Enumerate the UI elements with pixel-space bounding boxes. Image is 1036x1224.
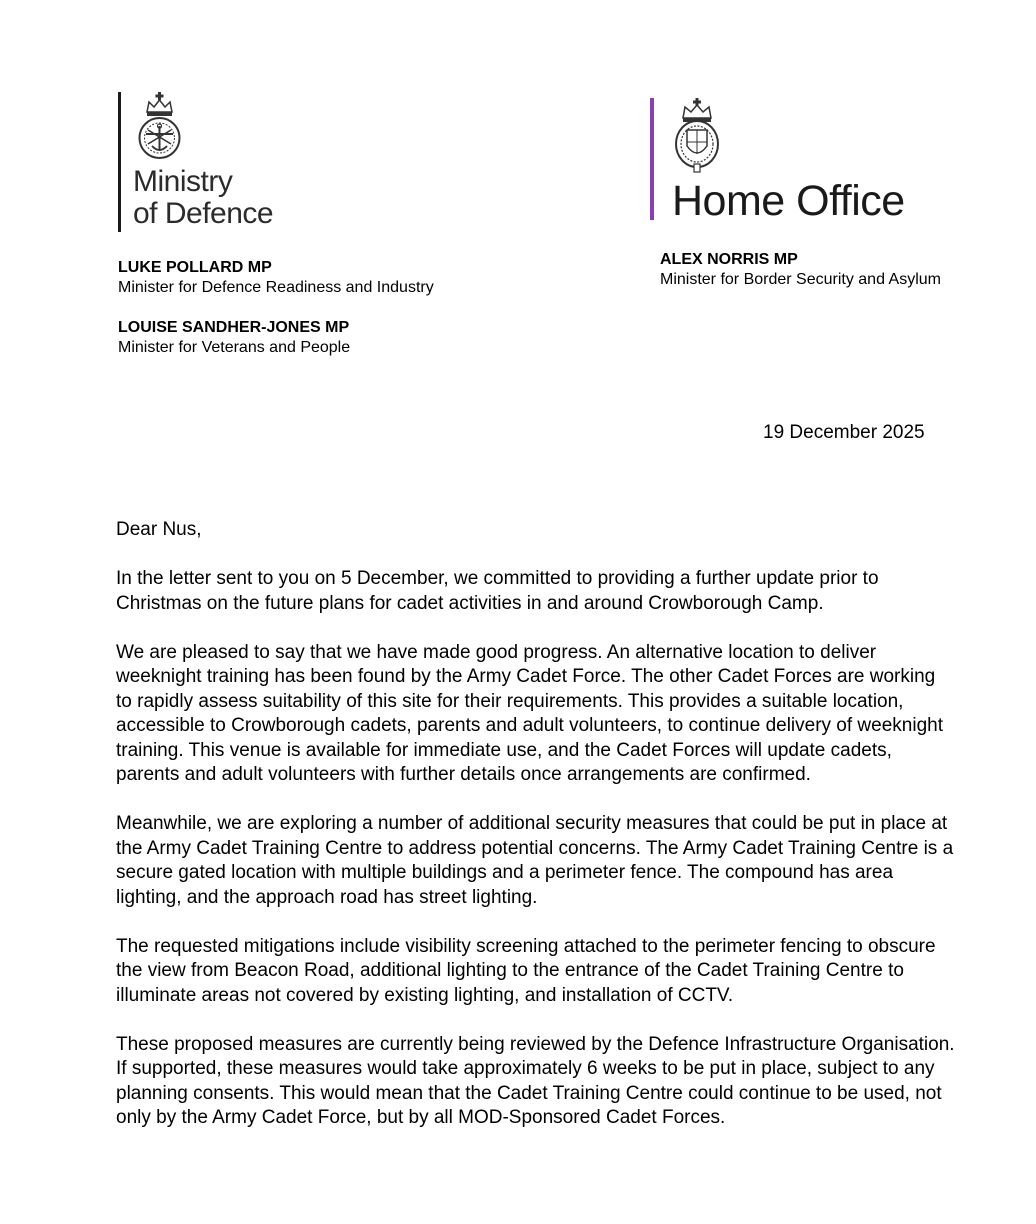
home-office-logo	[650, 98, 950, 225]
minister-name: ALEX NORRIS MP	[660, 251, 798, 268]
minister-block	[118, 258, 434, 298]
letter-date: 19 December 2025	[763, 422, 925, 443]
body-paragraph: Meanwhile, we are exploring a number of additional security measures that could be put in place at the Army Cadet Training Centre to address potential concerns. The Army Cadet Training Centre is a secure gated location with multiple buildings and a perimeter fence. The compound has area lighting, and the approach road has street lighting.	[116, 813, 954, 908]
letter-body	[116, 518, 956, 1155]
mod-wordmark	[133, 166, 273, 230]
royal-coat-of-arms-crest-icon	[672, 98, 722, 174]
mod-logo-bar	[118, 92, 121, 232]
salutation: Dear Nus,	[116, 519, 202, 540]
minister-block	[660, 250, 941, 290]
ministry-of-defence-crest-icon	[130, 92, 190, 160]
minister-role: Minister for Defence Readiness and Industry	[118, 279, 434, 296]
minister-name: LUKE POLLARD MP	[118, 259, 272, 276]
minister-role: Minister for Veterans and People	[118, 339, 351, 356]
home-office-wordmark: Home Office	[672, 177, 905, 225]
mod-wordmark-line1: Ministry	[133, 165, 233, 198]
minister-role: Minister for Border Security and Asylum	[660, 271, 941, 288]
ministry-of-defence-logo	[118, 92, 318, 234]
minister-block	[118, 318, 350, 358]
body-paragraph: These proposed measures are currently being reviewed by the Defence Infrastructure Organisation. If supported, these measures would take approximately 6 weeks to be put in place, subject to any planning consents. This would mean that the Cadet Training Centre could continue to be used, not only by the Army Cadet Force, but by all MOD-Sponsored Cadet Forces.	[116, 1033, 955, 1128]
mod-wordmark-line2: of Defence	[133, 197, 274, 230]
body-paragraph: The requested mitigations include visibility screening attached to the perimeter fencing to obscure the view from Beacon Road, additional lighting to the entrance of the Cadet Training Centre to illuminate areas not covered by existing lighting, and installation of CCTV.	[116, 935, 936, 1006]
minister-name: LOUISE SANDHER-JONES MP	[118, 319, 350, 336]
body-paragraph: We are pleased to say that we have made good progress. An alternative location to deliver weeknight training has been found by the Army Cadet Force. The other Cadet Forces are working to rapidly assess suitability of this site for their requirements. This provides a suitable location, accessible to Crowborough cadets, parents and adult volunteers, to continue delivery of weeknight training. This venue is available for immediate use, and the Cadet Forces will update cadets, parents and adult volunteers with further details once arrangements are confirmed.	[116, 641, 943, 785]
home-office-logo-bar	[650, 98, 654, 220]
body-paragraph: In the letter sent to you on 5 December, we committed to providing a further update prior to Christmas on the future plans for cadet activities in and around Crowborough Camp.	[116, 568, 879, 614]
